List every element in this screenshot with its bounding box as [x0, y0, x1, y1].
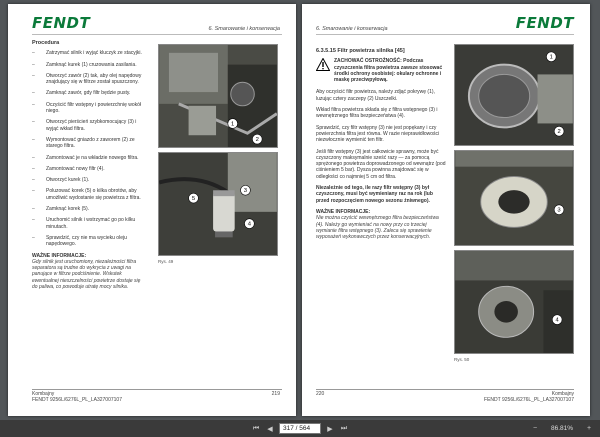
safety-filter-illustration	[455, 251, 573, 353]
procedure-column	[32, 40, 144, 290]
page-219	[8, 4, 296, 416]
paragraph: Sprawdzić, czy filtr wstępny (3) nie jest popękany i czy powierzchnia filtra jest równa. W razie nieprawidłowości niezwłocznie wymienić ten filtr.	[316, 124, 440, 144]
paragraph: Wkład filtra powietrza składa się z filtra wstępnego (3) i wewnętrznego filtra bezpieczeństwa (4).	[316, 107, 438, 120]
warning-icon	[316, 58, 330, 71]
fendt-logo: FENDT	[32, 14, 91, 32]
last-page-icon[interactable]: ⏭	[340, 424, 348, 432]
first-page-icon[interactable]: ⏮	[252, 424, 260, 432]
list-item: – Zamknąć zawór, gdy filtr będzie pusty.	[32, 90, 131, 97]
bold-paragraph: Niezależnie od tego, ile razy filtr wstępny (3) był czyszczony, musi być wymieniany raz na rok (lub przed rozpoczęciem nowego sezonu żniwnego).	[316, 185, 433, 204]
filter-cartridge-illustration	[159, 153, 277, 255]
fuel-filter-illustration	[159, 45, 277, 147]
next-page-icon[interactable]: ▶	[327, 425, 333, 433]
zoom-level[interactable]: 86.81%	[550, 424, 574, 432]
footer-doc-id: Kombajny FENDT 9256L/6276L_PL_LA327007107	[484, 391, 574, 403]
section-title: 6.3.5.15 Filtr powietrza silnika [45]	[316, 48, 405, 54]
list-item: – Sprawdzić, czy nie ma wycieku oleju napędowego.	[32, 234, 127, 248]
total-pages: / 564	[295, 425, 311, 432]
warning-block	[316, 58, 446, 83]
page-header: 6. Smarowanie i konserwacja	[208, 26, 280, 32]
current-page: 317	[283, 425, 294, 432]
header-rule	[316, 34, 574, 35]
callout-3: 3	[557, 207, 561, 214]
warning-text: ZACHOWAĆ OSTROŻNOŚĆ: Podczas czyszczenia filtra powietrza zawsze stosować środki ochrony osobistej: okulary ochronne i maskę przeciwpyłową.	[334, 58, 443, 84]
page-number: 219	[271, 391, 280, 397]
zoom-in-icon[interactable]: +	[586, 424, 592, 432]
air-filter-housing-illustration	[455, 45, 573, 145]
list-item: – Oczyścić filtr wstępny i powierzchnię wokół niego.	[32, 101, 142, 115]
callout-4: 4	[555, 317, 559, 324]
callout-1: 1	[231, 121, 235, 128]
paragraph: Aby oczyścić filtr powietrza, należy zdjąć pokrywę (1), luzując cztery zaczepy (2) Uszczelki.	[316, 89, 435, 102]
list-item: – Zamknąć korek (5).	[32, 206, 90, 213]
viewer-toolbar	[0, 420, 600, 437]
footer-doc-id: Kombajny FENDT 9256L/6276L_PL_LA327007107	[32, 391, 122, 403]
footer-rule	[32, 389, 282, 390]
page-navigation	[251, 423, 349, 434]
note-body: Nie można czyścić wewnętrznego filtra bezpieczeństwa (4). Należy go wymieniać na nowy przy co trzeciej wymianie filtra wstępnego (3). Zaleca się sprawienie wyposażeń wykonawczych przez konserwacyjnych.	[316, 215, 439, 241]
paragraph: Jeśli filtr wstępny (3) jest całkowicie sprawny, może być czyszczony maksymalnie sześć razy — za pomocą sprężonego powietrza doprowadzonego od wewnątrz (pod ciśnieniem 5 bar). Dysza powinna znajdować się w odległości co najmniej 5 cm od filtra.	[316, 148, 446, 180]
header-rule	[32, 34, 282, 35]
fendt-logo: FENDT	[515, 14, 574, 32]
page-number: 220	[316, 391, 325, 397]
list-item: – Otworzyć zawór (2) tak, aby olej napędowy znajdujący się w filtrze został spuszczony.	[32, 72, 142, 86]
page-number-input[interactable]	[279, 423, 321, 434]
list-item: – Zamontować je na wkładzie nowego filtra.	[32, 154, 139, 161]
footer-rule	[316, 389, 574, 390]
air-filter-photo-2	[454, 150, 574, 246]
note-body: Gdy silnik jest uruchomiony, niezależności filtra separatora są trudne do wykrycia z uwagi na panujące w filtrze podciśnienie. Wskutek ewentualnej nieszczelności powietrze dostaje się do paliwa, co powoduje utratę mocy silnika.	[32, 258, 141, 291]
list-item: – Zamknąć kurek (1) cruzowania zasilania.	[32, 61, 137, 68]
page-header: 6. Smarowanie i konserwacja	[316, 26, 388, 32]
list-item: – Zatrzymać silnik i wyjąć kluczyk ze stacyjki.	[32, 50, 142, 57]
fuel-filter-photo-bottom	[158, 152, 278, 256]
air-filter-photo-1	[454, 44, 574, 146]
callout-4: 4	[247, 221, 252, 228]
list-item: – Zamontować nowy filtr (4).	[32, 165, 105, 172]
prev-page-icon[interactable]: ◀	[267, 425, 273, 433]
callout-1: 1	[549, 54, 553, 61]
callout-5: 5	[191, 196, 196, 203]
prefilter-illustration	[455, 151, 573, 245]
list-item: – Otworzyć pierścień szybkomocujący (3) i wyjąć wkład filtra.	[32, 119, 137, 132]
list-item: – Wymontować gniazdo z zaworem (2) ze starego filtra.	[32, 136, 135, 150]
figure-caption: Rys. 49	[158, 259, 174, 264]
page-220	[302, 4, 590, 416]
air-filter-photo-3	[454, 250, 574, 354]
figure-caption: Rys. 50	[454, 357, 470, 362]
callout-2: 2	[255, 137, 259, 144]
note-title: WAŻNE INFORMACJE:	[32, 252, 87, 259]
note-title: WAŻNE INFORMACJE:	[316, 208, 371, 215]
list-item: – Uruchomić silnik i wstrzymać go po kilku minutach.	[32, 217, 136, 230]
air-filter-column	[316, 48, 446, 240]
callout-2: 2	[557, 129, 561, 136]
zoom-out-icon[interactable]: −	[532, 424, 538, 432]
list-item: – Poluzować korek (5) o kilka obrotów, aby umożliwić wydostanie się powietrza z filtra.	[32, 188, 141, 201]
zoom-control	[530, 423, 594, 433]
procedure-title: Procedura	[32, 40, 60, 46]
fuel-filter-photo-top	[158, 44, 278, 148]
callout-3: 3	[243, 188, 248, 195]
list-item: – Otworzyć kurek (1).	[32, 177, 90, 184]
